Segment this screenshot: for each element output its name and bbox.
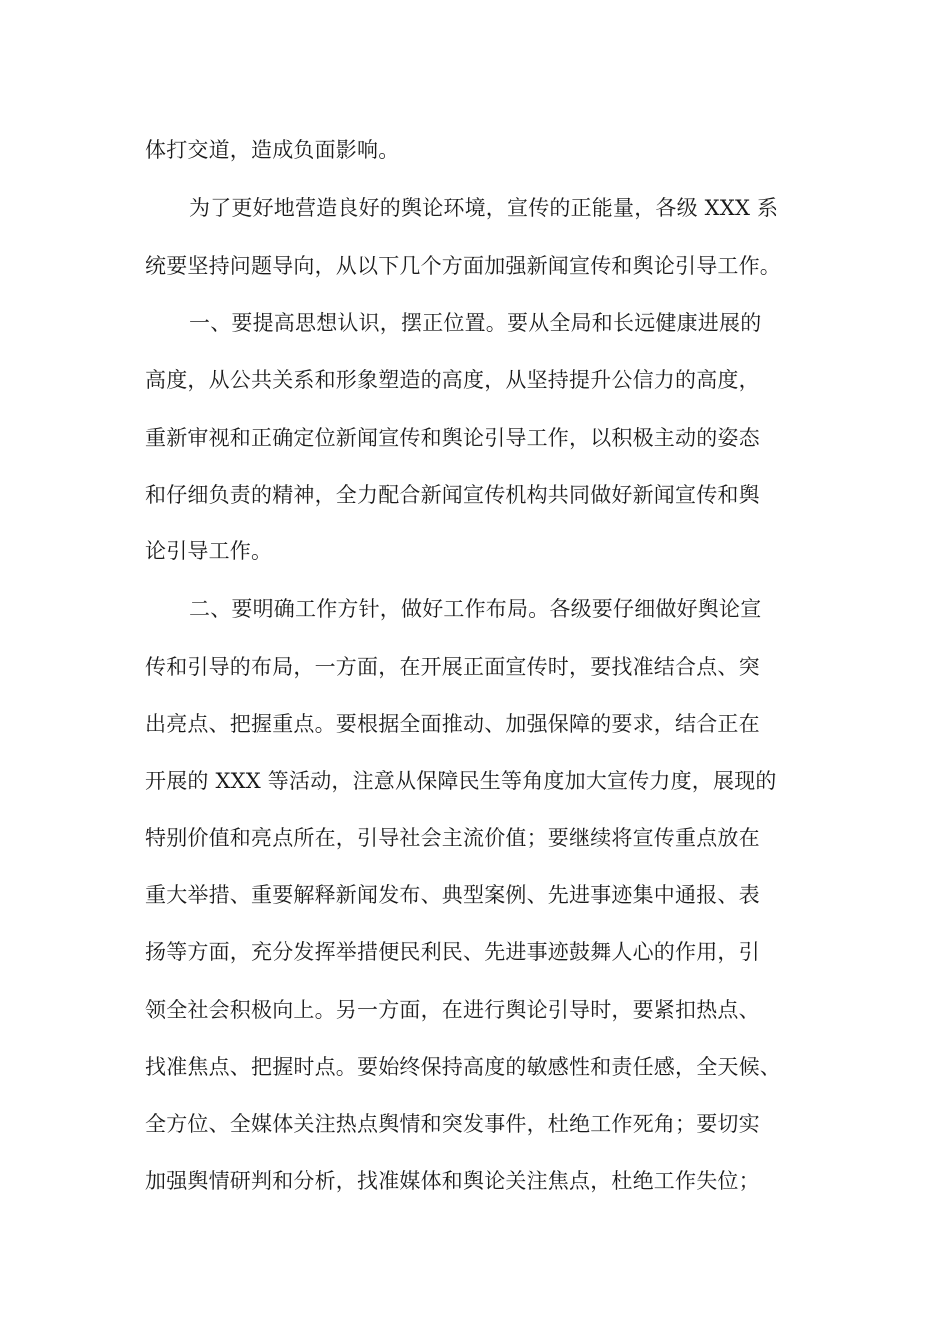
text-line: 扬等方面，充分发挥举措便民利民、先进事迹鼓舞人心的作用，引 bbox=[145, 940, 760, 964]
text-line: 出亮点、把握重点。要根据全面推动、加强保障的要求，结合正在 bbox=[145, 712, 760, 736]
text-line: 加强舆情研判和分析，找准媒体和舆论关注焦点，杜绝工作失位； bbox=[145, 1169, 760, 1193]
text-line: 统要坚持问题导向，从以下几个方面加强新闻宣传和舆论引导工作。 bbox=[145, 254, 781, 278]
text-line: 找准焦点、把握时点。要始终保持高度的敏感性和责任感，全天候、 bbox=[145, 1055, 781, 1079]
text-line: 传和引导的布局，一方面，在开展正面宣传时，要找准结合点、突 bbox=[145, 655, 760, 679]
text-line: 和仔细负责的精神，全力配合新闻宣传机构共同做好新闻宣传和舆 bbox=[145, 483, 760, 507]
text-line: 重大举措、重要解释新闻发布、典型案例、先进事迹集中通报、表 bbox=[145, 883, 760, 907]
text-line: 高度，从公共关系和形象塑造的高度，从坚持提升公信力的高度， bbox=[145, 368, 760, 392]
text-line: 开展的 XXX 等活动，注意从保障民生等角度加大宣传力度，展现的 bbox=[145, 769, 777, 793]
text-line: 体打交道，造成负面影响。 bbox=[145, 138, 400, 162]
text-line: 重新审视和正确定位新闻宣传和舆论引导工作，以积极主动的姿态 bbox=[145, 426, 760, 450]
paragraph-start-line: 一、要提高思想认识，摆正位置。要从全局和长远健康进展的 bbox=[189, 311, 762, 335]
text-line: 领全社会积极向上。另一方面，在进行舆论引导时，要紧扣热点、 bbox=[145, 998, 760, 1022]
text-line: 全方位、全媒体关注热点舆情和突发事件，杜绝工作死角；要切实 bbox=[145, 1112, 760, 1136]
text-line: 特别价值和亮点所在，引导社会主流价值；要继续将宣传重点放在 bbox=[145, 826, 760, 850]
paragraph-start-line: 二、要明确工作方针，做好工作布局。各级要仔细做好舆论宣 bbox=[189, 597, 762, 621]
text-line: 论引导工作。 bbox=[145, 539, 273, 563]
paragraph-start-line: 为了更好地营造良好的舆论环境，宣传的正能量，各级 XXX 系 bbox=[189, 196, 779, 220]
